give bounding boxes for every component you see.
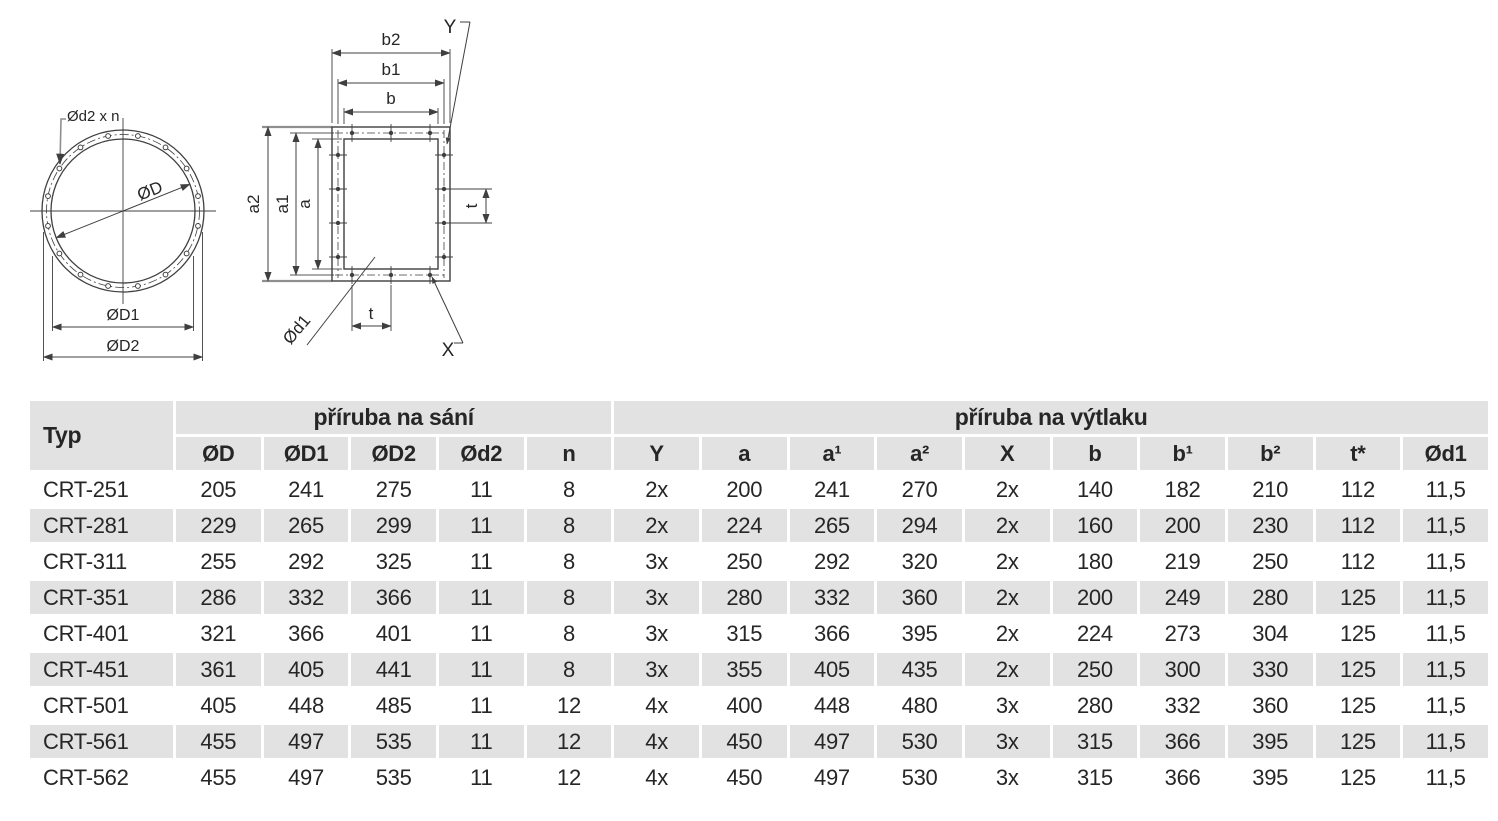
cell: 360 [877, 581, 962, 614]
cell: 530 [877, 725, 962, 758]
cell: 219 [1164, 549, 1201, 574]
cell: 270 [901, 477, 938, 502]
cell: 2x [995, 549, 1019, 574]
cell: 497 [288, 765, 324, 790]
cell: 230 [1228, 509, 1313, 542]
cell: 294 [877, 509, 962, 542]
cell: 299 [351, 509, 436, 542]
cell: 11 [470, 621, 493, 646]
cell: 224 [702, 509, 787, 542]
col-header-od2: ØD2 [351, 437, 436, 470]
cell: 280 [1076, 693, 1113, 718]
table-row [30, 689, 1488, 722]
cell: 4x [645, 693, 668, 718]
cell: 535 [375, 765, 412, 790]
cell: 11,5 [1403, 725, 1488, 758]
cell: 205 [200, 477, 237, 502]
cell: 286 [176, 581, 261, 614]
cell: 2x [645, 477, 668, 502]
col-header-b: b [1053, 437, 1138, 470]
cell: 8 [527, 509, 612, 542]
cell: 2x [995, 621, 1019, 646]
cell: 448 [814, 693, 850, 718]
dim-d2-label: ØD2 [106, 338, 140, 355]
cell: 485 [375, 693, 412, 718]
cell: 400 [726, 693, 763, 718]
col-header-small-od2: Ød2 [439, 437, 524, 470]
cell: 273 [1164, 621, 1201, 646]
col-header-od1: ØD1 [264, 437, 349, 470]
cell: 210 [1252, 477, 1289, 502]
axis-x-leader [432, 277, 463, 343]
cell: 4x [645, 765, 668, 790]
cell: 497 [790, 725, 875, 758]
cell: 320 [901, 549, 938, 574]
cell: 125 [1316, 653, 1401, 686]
bolt-pattern-label: Ød2 x n [67, 108, 120, 125]
col-header-a1: a¹ [790, 437, 875, 470]
cell: 361 [176, 653, 261, 686]
cell: 3x [995, 693, 1019, 718]
bolt-center-lines [335, 130, 447, 278]
col-header-n: n [527, 437, 612, 470]
cell: 11 [439, 653, 524, 686]
cell: 280 [702, 581, 787, 614]
col-header-x: X [965, 437, 1050, 470]
cell: 448 [288, 693, 324, 718]
cell: 3x [614, 581, 699, 614]
cell: 355 [702, 653, 787, 686]
cell: 265 [264, 509, 349, 542]
cell-typ: CRT-451 [30, 653, 173, 686]
cell: 11,5 [1403, 581, 1488, 614]
table-row [30, 545, 1488, 578]
group-header-row [30, 401, 1488, 434]
cell: 200 [726, 477, 763, 502]
cell: 405 [264, 653, 349, 686]
cell: 497 [264, 725, 349, 758]
cell: 180 [1076, 549, 1113, 574]
cell: 11,5 [1403, 653, 1488, 686]
cell: 200 [1053, 581, 1138, 614]
cell: 11 [470, 765, 493, 790]
cell: 125 [1339, 765, 1376, 790]
cell: 2x [614, 509, 699, 542]
cell: 8 [562, 549, 575, 574]
cell: 395 [1252, 765, 1289, 790]
dim-t-bottom-label: t [368, 304, 374, 323]
cell: 366 [814, 621, 850, 646]
cell: 292 [288, 549, 324, 574]
col-header-t: t* [1316, 437, 1401, 470]
cell: 395 [901, 621, 938, 646]
cell-typ: CRT-562 [43, 765, 129, 790]
cell: 455 [176, 725, 261, 758]
cell: 229 [176, 509, 261, 542]
cell: 405 [200, 693, 237, 718]
bolt-hole-ticks [329, 124, 453, 284]
cell: 332 [264, 581, 349, 614]
cell: 3x [645, 621, 668, 646]
cell: 315 [726, 621, 763, 646]
rectangular-flange-drawing [262, 22, 492, 345]
cell: 125 [1339, 621, 1376, 646]
cell: 366 [1140, 725, 1225, 758]
cell: 366 [351, 581, 436, 614]
dim-b2-label: b2 [381, 30, 401, 49]
dim-d1-label: ØD1 [106, 307, 140, 324]
cell: 112 [1340, 477, 1375, 502]
cell: 249 [1140, 581, 1225, 614]
table-row [30, 473, 1488, 506]
cell-typ: CRT-561 [30, 725, 173, 758]
cell: 3x [995, 765, 1019, 790]
cell: 250 [1053, 653, 1138, 686]
cell: 292 [814, 549, 850, 574]
cell: 255 [200, 549, 237, 574]
cell: 332 [1164, 693, 1201, 718]
col-header-small-od1: Ød1 [1403, 437, 1488, 470]
cell: 11,5 [1425, 477, 1466, 502]
cell-typ: CRT-351 [30, 581, 173, 614]
cell: 455 [200, 765, 237, 790]
cell: 3x [614, 653, 699, 686]
cell: 315 [1076, 765, 1113, 790]
cell: 11,5 [1403, 509, 1488, 542]
cell: 140 [1076, 477, 1113, 502]
group-header-suction: příruba na sání [176, 401, 611, 434]
dim-t-right-label: t [462, 203, 481, 209]
cell: 11,5 [1425, 765, 1466, 790]
cell: 480 [901, 693, 938, 718]
cell: 405 [790, 653, 875, 686]
cell: 441 [351, 653, 436, 686]
col-header-y: Y [614, 437, 699, 470]
cell: 11,5 [1425, 693, 1466, 718]
table-row [30, 761, 1488, 794]
col-header-od: ØD [176, 437, 261, 470]
cell: 112 [1316, 509, 1401, 542]
cell: 182 [1164, 477, 1201, 502]
cell: 11 [439, 581, 524, 614]
hole-diameter-label: Ød1 [279, 311, 315, 348]
axis-y-label: Y [443, 17, 457, 38]
dim-b1-label: b1 [381, 60, 401, 79]
cell: 8 [562, 621, 575, 646]
cell: 224 [1076, 621, 1113, 646]
cell-typ: CRT-501 [43, 693, 129, 718]
cell: 332 [790, 581, 875, 614]
duct-opening-rect [344, 139, 438, 269]
bolt-hole-dots [336, 131, 446, 277]
dim-a1-label: a1 [273, 194, 292, 214]
cell: 2x [965, 581, 1050, 614]
cell: 497 [814, 765, 850, 790]
col-header-b2: b² [1228, 437, 1313, 470]
cell: 11 [439, 509, 524, 542]
cell: 2x [965, 653, 1050, 686]
cell: 530 [901, 765, 938, 790]
table-row [30, 509, 1488, 542]
cell: 11 [439, 725, 524, 758]
cell: 125 [1316, 581, 1401, 614]
cell: 12 [557, 765, 581, 790]
cell: 3x [965, 725, 1050, 758]
column-header-row [30, 437, 1488, 470]
cell: 112 [1340, 549, 1375, 574]
cell: 435 [877, 653, 962, 686]
cell: 160 [1053, 509, 1138, 542]
cell: 535 [351, 725, 436, 758]
col-header-a: a [702, 437, 787, 470]
cell: 366 [288, 621, 324, 646]
cell: 300 [1140, 653, 1225, 686]
cell: 401 [375, 621, 412, 646]
table-row [30, 617, 1488, 650]
cell: 200 [1140, 509, 1225, 542]
cell: 11,5 [1425, 549, 1466, 574]
cell: 8 [527, 653, 612, 686]
dimension-table [27, 398, 1491, 797]
cell: 366 [1164, 765, 1201, 790]
cell: 265 [790, 509, 875, 542]
cell: 8 [562, 477, 575, 502]
cell-typ: CRT-311 [43, 549, 127, 574]
cell: 450 [726, 765, 763, 790]
cell: 4x [614, 725, 699, 758]
col-header-typ: Typ [30, 401, 173, 470]
cell: 275 [375, 477, 412, 502]
cell: 2x [965, 509, 1050, 542]
col-header-b1: b¹ [1140, 437, 1225, 470]
cell: 125 [1339, 693, 1376, 718]
cell: 395 [1228, 725, 1313, 758]
cell: 280 [1228, 581, 1313, 614]
cell: 250 [1252, 549, 1289, 574]
cell: 11 [470, 693, 493, 718]
dim-b-label: b [386, 89, 396, 108]
technical-drawings [0, 0, 1498, 398]
axis-x-label: X [441, 340, 455, 361]
cell: 11,5 [1425, 621, 1466, 646]
circular-flange-drawing [30, 118, 216, 361]
cell: 304 [1252, 621, 1289, 646]
cell: 450 [702, 725, 787, 758]
table-row [30, 725, 1488, 758]
cell-typ: CRT-281 [30, 509, 173, 542]
outer-plate-rect [332, 127, 450, 281]
col-header-a2: a² [877, 437, 962, 470]
cell-typ: CRT-401 [43, 621, 129, 646]
cell: 241 [288, 477, 324, 502]
cell: 3x [645, 549, 668, 574]
cell: 125 [1316, 725, 1401, 758]
dim-a-label: a [295, 199, 314, 209]
cell: 8 [527, 581, 612, 614]
cell: 12 [557, 693, 581, 718]
hole-section-leader [307, 257, 375, 345]
cell: 11 [470, 477, 493, 502]
cell: 330 [1228, 653, 1313, 686]
axis-y-leader [447, 22, 470, 144]
cell: 360 [1252, 693, 1289, 718]
flange-drawings-svg [0, 0, 1498, 398]
cell: 12 [527, 725, 612, 758]
cell: 2x [995, 477, 1019, 502]
group-header-discharge: příruba na výtlaku [614, 401, 1488, 434]
cell: 315 [1053, 725, 1138, 758]
cell: 250 [726, 549, 763, 574]
diameter-label: ØD [134, 177, 166, 205]
table-row [30, 581, 1488, 614]
cell: 241 [814, 477, 850, 502]
cell-typ: CRT-251 [43, 477, 129, 502]
cell: 11 [470, 549, 493, 574]
cell: 325 [375, 549, 412, 574]
dim-a2-label: a2 [244, 194, 263, 214]
cell: 321 [200, 621, 237, 646]
table-row [30, 653, 1488, 686]
